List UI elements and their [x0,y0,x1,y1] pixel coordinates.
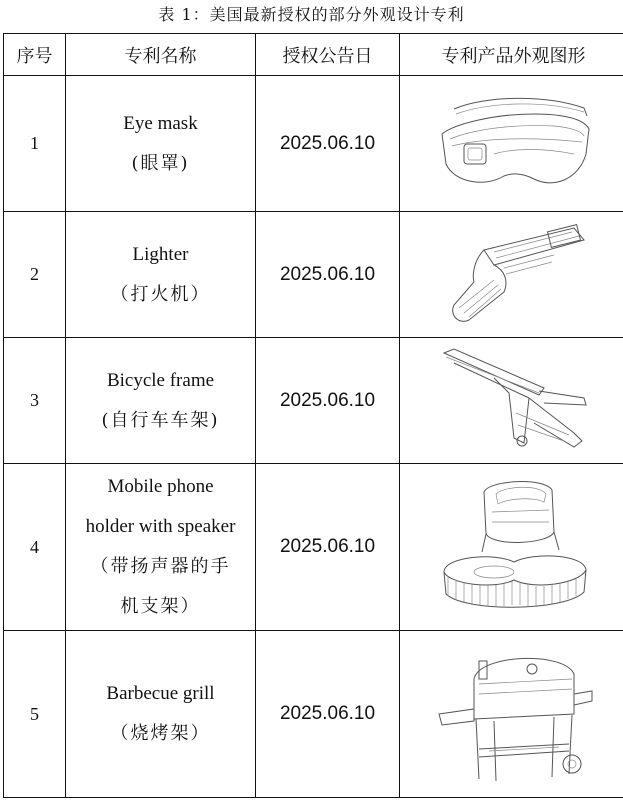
patent-name-en: Mobile phone [107,476,214,497]
patent-name-en: Bicycle frame [106,369,215,391]
row-number: 4 [4,464,66,631]
eye-mask-drawing-icon [434,84,594,204]
product-figure-cell [400,338,623,464]
phone-holder-speaker-drawing-icon [434,472,594,622]
patent-name-en: Lighter [132,243,189,265]
product-figure-cell [400,212,623,338]
patent-name-en: Barbecue grill [106,683,215,704]
patent-name-en: holder with speaker [85,516,236,537]
table-row [4,338,623,464]
grant-date: 2025.06.10 [256,338,400,464]
row-number: 5 [4,631,66,798]
header-product-figure: 专利产品外观图形 [400,34,623,76]
header-grant-date: 授权公告日 [256,34,400,76]
lighter-drawing-icon [434,220,594,330]
table-row [4,76,623,212]
patent-name-cell [66,631,256,798]
patent-name-zh: (自行车车架) [101,409,220,431]
table-row [4,631,623,798]
row-number: 2 [4,212,66,338]
grant-date: 2025.06.10 [256,631,400,798]
table-row [4,464,623,631]
table-caption: 表 1：美国最新授权的部分外观设计专利 [158,5,465,24]
patent-table [3,33,623,798]
patent-name-cell [66,76,256,212]
product-figure-cell [400,631,623,798]
product-figure-cell [400,76,623,212]
patent-name-zh: 机支架） [120,596,201,617]
table-header-row [4,34,623,76]
patent-name-en: Eye mask [123,112,198,134]
patent-name-cell [66,212,256,338]
header-number: 序号 [4,34,66,76]
patent-name-cell [66,464,256,631]
patent-name-zh: （带扬声器的手 [90,556,231,577]
grant-date: 2025.06.10 [256,212,400,338]
patent-name-zh: （烧烤架） [110,723,211,744]
row-number: 3 [4,338,66,464]
header-patent-name: 专利名称 [66,34,256,76]
bicycle-frame-drawing-icon [434,343,594,458]
product-figure-cell [400,464,623,631]
barbecue-grill-drawing-icon [434,639,594,789]
patent-name-zh: (眼罩) [131,152,190,174]
grant-date: 2025.06.10 [256,464,400,631]
grant-date: 2025.06.10 [256,76,400,212]
patent-name-cell [66,338,256,464]
table-row [4,212,623,338]
patent-name-zh: （打火机） [110,283,211,305]
row-number: 1 [4,76,66,212]
